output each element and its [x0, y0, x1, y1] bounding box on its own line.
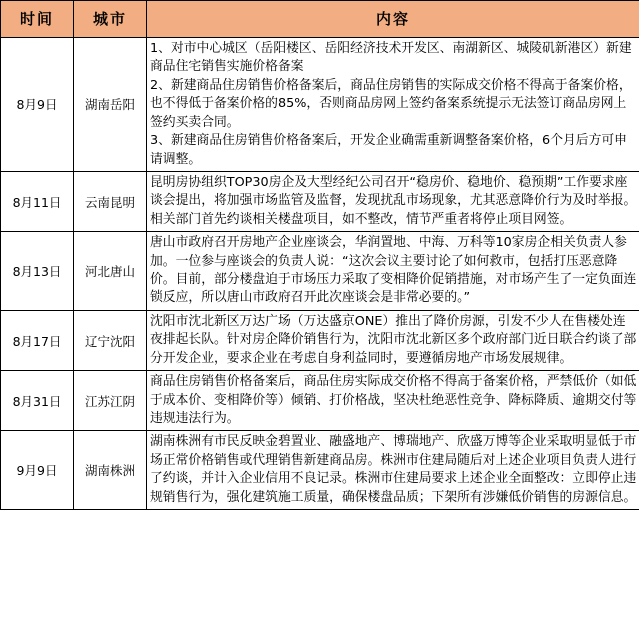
cell-content	[147, 371, 639, 431]
cell-city: 湖南株洲	[74, 431, 147, 510]
table-row	[1, 310, 639, 370]
table-row	[1, 232, 639, 311]
cell-city: 云南昆明	[74, 171, 147, 231]
content-paragraph: 沈阳市沈北新区万达广场（万达盛京ONE）推出了降价房源，引发不少人在售楼处连夜排起长队。针对房企降价销售行为，沈阳市沈北新区多个政府部门近日联合约谈了部分开发企业，要求企业在考虑自身利益同时，要遵循房地产市场发展规律。	[150, 313, 637, 366]
content-paragraph: 商品住房销售价格备案后，商品住房实际成交价格不得高于备案价格，严禁低价（如低于成本价、变相降价等）倾销、打价格战，坚决杜绝恶性竞争、降标降质、逾期交付等违规违法行为。	[150, 374, 637, 427]
cell-city: 湖南岳阳	[74, 38, 147, 172]
cell-time: 8月11日	[1, 171, 74, 231]
content-paragraph: 2、新建商品住房销售价格备案后，商品住房销售的实际成交价格不得高于备案价格，也不得低于备案价格的85%，否则商品房网上签约备案系统提示无法签订商品房网上签约买卖合同。	[150, 77, 632, 130]
content-paragraph: 1、对市中心城区（岳阳楼区、岳阳经济技术开发区、南湖新区、城陵矶新港区）新建商品住宅销售实施价格备案	[150, 41, 632, 75]
cell-time: 8月31日	[1, 371, 74, 431]
cell-time: 8月17日	[1, 310, 74, 370]
column-header-city: 城市	[74, 1, 147, 38]
table-header-row	[1, 1, 639, 38]
column-header-content: 内容	[147, 1, 639, 38]
cell-city: 河北唐山	[74, 232, 147, 311]
cell-time: 9月9日	[1, 431, 74, 510]
cell-content	[147, 310, 639, 370]
table-body	[1, 38, 639, 510]
cell-content	[147, 232, 639, 311]
cell-content	[147, 431, 639, 510]
content-paragraph: 唐山市政府召开房地产企业座谈会，华润置地、中海、万科等10家房企相关负责人参加。一位参与座谈会的负责人说：“这次会议主要讨论了如何救市，包括打压恶意降价。目前，部分楼盘迫于市场压力采取了变相降价促销措施，对市场产生了一定负面连锁反应，所以唐山市政府召开此次座谈会是非常必要的。”	[150, 235, 637, 306]
column-header-time: 时间	[1, 1, 74, 38]
table-row	[1, 371, 639, 431]
cell-content	[147, 171, 639, 231]
cell-content	[147, 38, 639, 172]
table-row	[1, 431, 639, 510]
table-row	[1, 38, 639, 172]
cell-city: 辽宁沈阳	[74, 310, 147, 370]
content-paragraph: 湖南株洲有市民反映金碧置业、融盛地产、博瑞地产、欣盛万博等企业采取明显低于市场正常价格销售或代理销售新建商品房。株洲市住建局随后对上述企业项目负责人进行了约谈，并计入企业信用不良记录。株洲市住建局要求上述企业全面整改：立即停止违规销售行为，强化建筑施工质量，确保楼盘品质；下架所有涉嫌低价销售的房源信息。	[150, 434, 637, 505]
content-paragraph: 昆明房协组织TOP30房企及大型经纪公司召开“稳房价、稳地价、稳预期”工作要求座谈会提出，将加强市场监管及监督，发现扰乱市场现象，尤其恶意降价行为及时举报。相关部门首先约谈相关楼盘项目，如不整改，情节严重者将停止项目网签。	[150, 174, 637, 227]
cell-city: 江苏江阴	[74, 371, 147, 431]
table-header	[1, 1, 639, 38]
cell-time: 8月13日	[1, 232, 74, 311]
cell-time: 8月9日	[1, 38, 74, 172]
content-paragraph: 3、新建商品住房销售价格备案后，开发企业确需重新调整备案价格，6个月后方可申请调整。	[150, 133, 627, 167]
table-row	[1, 171, 639, 231]
